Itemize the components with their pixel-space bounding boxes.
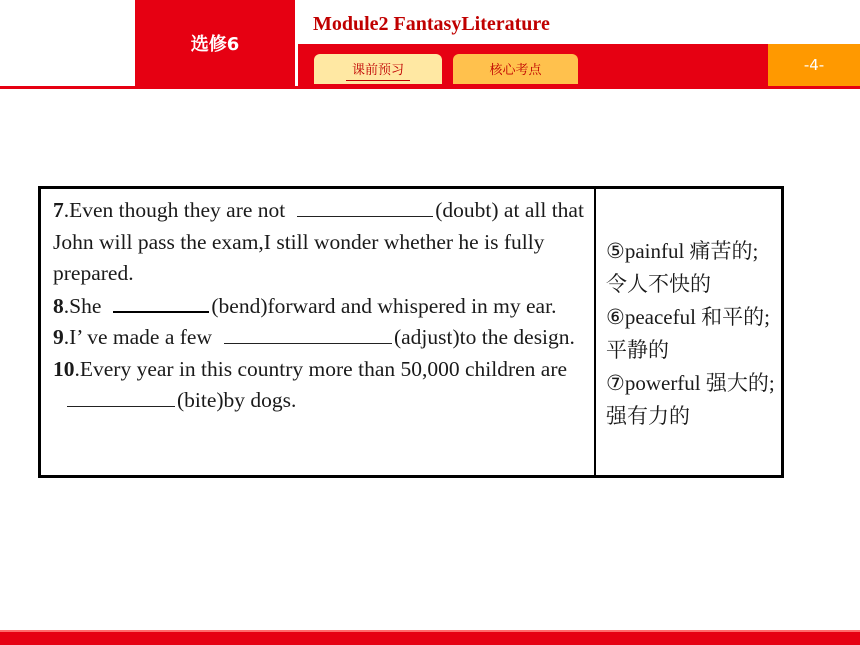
answer-blank[interactable]: [113, 290, 209, 313]
item-number: 10: [53, 356, 75, 381]
page-number: -4-: [803, 56, 825, 74]
exercise-cell: [41, 189, 596, 475]
answer-blank[interactable]: [224, 322, 392, 344]
header-rule: [0, 86, 860, 89]
footer-highlight: [0, 630, 860, 632]
exercise-item-9: [53, 322, 585, 354]
vocab-item: ⑦powerful 强大的;强有力的: [606, 371, 775, 428]
course-label-block: [135, 0, 295, 86]
course-label: 选修6: [190, 34, 240, 55]
tab-preview-label: 课前预习: [346, 63, 410, 81]
item-text: .Every year in this country more than 50,000 children are: [74, 356, 568, 381]
exercise-item-7: [53, 195, 585, 290]
exercise-text: [53, 195, 585, 417]
item-text: .Even though they are not: [63, 198, 286, 222]
vocab-list: [606, 235, 776, 433]
item-text: (doubt) at all that John will pass the exam,I still wonder whether he is fully prepared.: [53, 198, 584, 285]
item-text: .She: [63, 293, 102, 318]
exercise-item-10: [53, 354, 585, 417]
tab-key-points-label: 核心考点: [489, 63, 542, 78]
item-text: (bend)forward and whispered in my ear.: [211, 293, 557, 318]
exercise-item-8: [53, 290, 585, 323]
item-text: (adjust)to the design.: [393, 325, 575, 349]
answer-blank[interactable]: [297, 195, 433, 217]
footer-bar: [0, 630, 860, 645]
vocab-cell: [596, 189, 781, 475]
exercise-table: [38, 186, 784, 478]
vocab-item: ⑤painful 痛苦的;令人不快的: [606, 239, 759, 296]
module-title: Module2 FantasyLiterature: [313, 13, 550, 35]
item-number: 9: [53, 325, 64, 349]
answer-blank[interactable]: [67, 385, 175, 407]
tab-key-points[interactable]: [453, 54, 578, 84]
page-number-box: [768, 44, 860, 86]
tab-preview[interactable]: [314, 54, 442, 84]
item-text: (bite)by dogs.: [177, 388, 297, 412]
vocab-item: ⑥peaceful 和平的;平静的: [606, 305, 771, 362]
item-text: .I’ ve made a few: [63, 325, 212, 349]
item-number: 8: [53, 293, 64, 318]
item-number: 7: [53, 198, 64, 222]
